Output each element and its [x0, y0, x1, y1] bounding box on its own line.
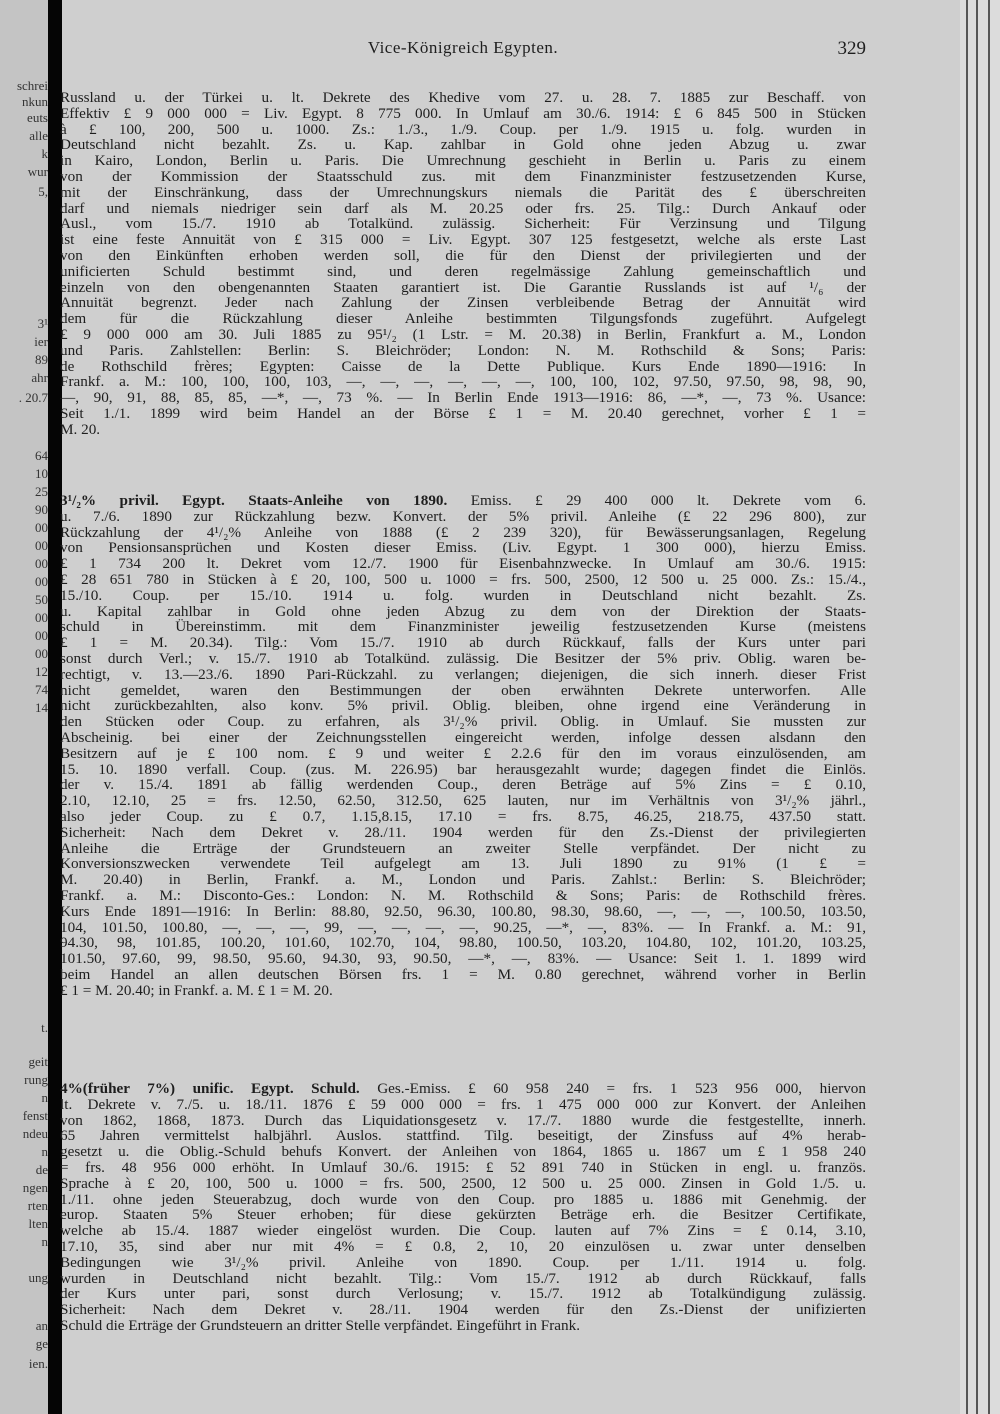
text-line: —, 90, 91, 88, 85, 85, —*, —, 73 %. — In Berlin Ende 1913—1916: 86, —*, —, 73 %. Usance: [60, 390, 866, 406]
text-line: nicht gemeldet, waren den Bestimmungen der oben erwähnten Dekrete unterworfen. Alle [60, 682, 866, 699]
text-line: ist eine feste Annuität von £ 315 000 = Liv. Egypt. 307 125 festgesetzt, welche als erste Last [60, 232, 866, 248]
text-line: = frs. 48 956 000 erhöht. In Umlauf 30./6. 1915: £ 52 891 740 in Stücken in engl. u. französ. [60, 1159, 866, 1176]
text-line: £ 28 651 780 in Stücken à £ 20, 100, 500 u. 1000 = frs. 500, 2500, 12 500 u. 25 000. Zs.: 15./4., [60, 571, 866, 588]
left-page-fragment: nkun [22, 94, 48, 109]
text-line: wurden in Deutschland nicht bezahlt. Tilg.: Vom 15./7. 1912 ab durch Rückkauf, falls [60, 1270, 866, 1287]
text-line: £ 9 000 000 am 30. Juli 1885 zu 95¹/₂ (1 Lstr. = M. 20.38) in Berlin, Frankfurt a. M., London [60, 326, 866, 343]
left-page-fragment: 12 [35, 664, 48, 679]
text-line: und Paris. Zahlstellen: Berlin: S. Bleichröder; London: N. M. Rothschild & Sons; Paris: [60, 342, 866, 359]
text-line: europ. Staaten 5% Steuer erhoben; für diese gekürzten Beträge erh. die Besitzer Certifikate, [60, 1207, 866, 1224]
text-line: Sicherheit: Nach dem Dekret v. 28./11. 1904 werden für den Zs.-Dienst der unifizierten [60, 1302, 866, 1318]
text-line: von der Kommission der Staatsschuld zus. mit dem Finanzminister festzusetzenden Kurse, [60, 168, 866, 185]
left-page-fragment: 5, [38, 184, 48, 199]
left-page-fragment: fenst [22, 1108, 48, 1123]
left-page-fragment: k [41, 146, 48, 161]
text-line [60, 493, 866, 509]
left-page-fragment: schrei [16, 78, 48, 93]
text-line: sonst durch Verl.; v. 15./7. 1910 ab Totalkünd. zulässig. Die Besitzer der 5% priv. Oblig. waren be- [60, 650, 866, 667]
left-page-fragment: . 20.7 [18, 390, 48, 405]
left-page-fragment: 00 [35, 520, 48, 535]
left-page-fragment: 14 [35, 700, 48, 715]
left-page-fragment: an [35, 1318, 48, 1333]
text-line: de Rothschild frères; Egypten: Caisse de la Dette Publique. Kurs Ende 1890—1916: In [60, 358, 866, 375]
text-line [60, 1081, 866, 1097]
text-line: M. 20. [60, 421, 101, 438]
text-line: rechtigt, v. 13.—23./6. 1890 Pari-Rückzahl. zu verlangen; diejenigen, die sich innerh. dieser Frist [60, 666, 866, 683]
left-page-fragment: 10 [35, 466, 48, 481]
text-line: einzeln von den obengenannten Staaten garantiert ist. Die Garantie Russlands ist auf ¹/₆ der [60, 279, 866, 296]
left-page-fragment: n [41, 1090, 48, 1105]
text-line: mit der Einschränkung, dass der Umrechnungskurs niemals die Parität des £ überschreiten [60, 184, 866, 201]
text-line: welche ab 15./4. 1887 wieder eingelöst wurden. Die Coup. lauten auf 7% Zins = £ 0.14, 3.10, [60, 1223, 866, 1239]
text-line: Kurs Ende 1891—1916: In Berlin: 88.80, 92.50, 96.30, 100.80, 98.30, 98.60, —, —, —, 100.50, 103.50, [60, 903, 866, 920]
text-line: unificierten Schuld bestimmt sind, und deren regelmässige Zahlung gemeinschaftlich und [60, 263, 866, 280]
text-line: £ 1 734 200 lt. Dekret vom 12./7. 1900 für Eisenbahnzwecke. In Umlauf am 30./6. 1915: [60, 556, 866, 572]
text-line: schuld in Übereinstimm. mit dem Finanzminister jeweilig festzusetzenden Kurse (meistens [60, 619, 866, 636]
left-page-fragment: rung [24, 1072, 48, 1087]
text-line: 1./11. ohne jeden Steuerabzug, doch wurde von den Coup. pro 1885 u. 1886 mit Genehmig. der [60, 1191, 866, 1208]
text-line: Deutschland nicht bezahlt. Zs. u. Kap. zahlbar in Gold ohne jeden Abzug u. zwar [60, 137, 866, 154]
paragraph-unified-debt [60, 1081, 866, 1334]
text-line: u. Kapital zahlbar in Gold ohne jeden Abzug zu dem von der Direktion der Staats- [60, 603, 866, 620]
section-heading: 3¹/₂% privil. Egypt. Staats-Anleihe von 1890. [60, 493, 448, 509]
text-line: 15./10. Coup. per 15./10. 1914 u. folg. wurden in Deutschland nicht bezahlt. Zs. [60, 587, 866, 604]
left-page-fragment: alle [29, 128, 48, 143]
text-line: Annuität begrenzt. Jeder nach Zahlung der Zinsen verbleibende Betrag der Annuität wird [60, 295, 866, 312]
running-header [60, 38, 866, 70]
left-page-fragment: ier [34, 334, 48, 349]
text-line: 17.10, 35, sind aber nur mit 4% = £ 0.8, 2, 10, 20 einzulösen u. zwar unter denselben [60, 1238, 866, 1255]
text-line: Ausl., vom 15./7. 1910 ab Totalkünd. zulässig. Sicherheit: Für Verzinsung und Tilgung [60, 216, 866, 233]
left-page-fragment: 25 [35, 484, 48, 499]
left-page-fragment: 00 [35, 574, 48, 589]
left-page-fragment: ung [28, 1270, 48, 1285]
text-line: Abscheinig. bei einer der Zeichnungsstellen eingereicht werden, infolge dessen alsdann den [60, 729, 866, 746]
text-line: der v. 15./4. 1891 ab fällig werdenden Coup., deren Beträge auf 5% Zins = £ 0.10, [60, 777, 866, 794]
left-page-fragment: 00 [35, 646, 48, 661]
paragraph-russian-guaranteed-loan [60, 90, 866, 438]
left-page-fragment: 74 [35, 682, 48, 697]
section-heading: 4%(früher 7%) unific. Egypt. Schuld. [60, 1081, 360, 1097]
page-number: 329 [837, 38, 866, 59]
left-page-fragment: ien. [28, 1356, 48, 1371]
page-content [60, 38, 866, 1334]
text-line: Frankf. a. M.: 100, 100, 100, 103, —, —, —, —, —, —, 100, 100, 102, 97.50, 97.50, 98, 98, 90, [60, 374, 866, 391]
left-page-fragment: 00 [35, 538, 48, 553]
left-page-fragment: ge [35, 1336, 48, 1351]
text-line: 2.10, 12.10, 25 = frs. 12.50, 62.50, 312.50, 625 lauten, nur im Verhältnis von 3¹/₂% jährl., [60, 793, 866, 809]
adjacent-left-page [0, 0, 48, 1414]
left-page-fragment: 00 [35, 628, 48, 643]
left-page-fragment: n [41, 1234, 48, 1249]
text-line: von 1862, 1868, 1873. Durch das Liquidationsgesetz v. 17./7. 1880 wurde die festgestellte, innerh. [60, 1112, 866, 1129]
left-page-fragment: n [41, 1144, 48, 1159]
text-line: in Kairo, London, Berlin u. Paris. Die Umrechnung geschieht in Berlin u. Paris zu einem [60, 153, 866, 169]
left-page-fragment: t. [41, 1020, 48, 1035]
text-line: Rückzahlung der 4¹/₂% Anleihe von 1888 (£ 2 239 320), für Bewässerungsanlagen, Regelung [60, 524, 866, 541]
left-page-fragment: 3¹ [37, 316, 48, 331]
line-text: Ges.-Emiss. £ 60 958 240 = frs. 1 523 956 000, hiervon [359, 1081, 866, 1097]
text-line: 101.50, 97.60, 99, 98.50, 95.60, 94.30, 93, 90.50, —*, —, 83%. — Usance: Seit 1. 1. 1899 wird [60, 951, 866, 967]
page-edge-line [976, 0, 978, 1414]
text-line: Seit 1./1. 1899 wird beim Handel an der Börse £ 1 = M. 20.40 gerechnet, vorher £ 1 = [60, 405, 866, 422]
text-line: gesetzt u. die Oblig.-Schuld behufs Konvert. der Anleihen von 1864, 1865 u. 1867 um £ 1 958 240 [60, 1144, 866, 1160]
left-page-fragment: geit [28, 1054, 48, 1069]
text-line: 65 Jahren vermittelst halbjährl. Auslos. stattfind. Tilg. beseitigt, der Zinsfuss auf 4% herab- [60, 1128, 866, 1145]
text-line: Schuld die Erträge der Grundsteuern an dritter Stelle verpfändet. Eingeführt in Frank. [60, 1317, 581, 1334]
text-line: £ 1 = M. 20.40; in Frankf. a. M. £ 1 = M. 20. [60, 982, 333, 999]
left-page-fragment: 90 [35, 502, 48, 517]
text-line: à £ 100, 200, 500 u. 1000. Zs.: 1./3., 1./9. Coup. per 1./9. 1915 u. folg. wurden in [60, 121, 866, 138]
text-line: Konversionszwecken verwendete Teil aufgelegt am 13. Juli 1890 zu 91% (1 £ = [60, 856, 866, 873]
text-line: Sicherheit: Nach dem Dekret v. 28./11. 1904 werden für den Zs.-Dienst der privilegierten [60, 824, 866, 841]
left-page-fragment: 00 [35, 556, 48, 571]
text-line: 94.30, 98, 101.85, 100.20, 101.60, 102.70, 104, 98.80, 100.50, 103.20, 104.80, 102, 101.20, 103.25, [60, 935, 866, 952]
text-line: Anleihe die Erträge der Grundsteuern an zweiter Stelle verpfändet. Der nicht zu [60, 840, 866, 857]
text-line: also jeder Coup. zu £ 0.7, 1.15,8.15, 17.10 = frs. 8.75, 46.25, 218.75, 437.50 statt. [60, 808, 866, 825]
left-page-fragment: 89 [35, 352, 48, 367]
text-line: von den Einkünften erhoben werden soll, die für den Dienst der privilegierten und der [60, 247, 866, 264]
text-line: den Stücken oder Coup. zu erfahren, als 3¹/₂% privil. Oblig. in Umlauf. Sie mussten zur [60, 714, 866, 730]
left-page-fragment: lten [28, 1216, 48, 1231]
page-edge-line [988, 0, 990, 1414]
text-line: lt. Dekrete v. 7./5. u. 18./11. 1876 £ 59 000 000 = frs. 1 475 000 000 zur Konvert. der Anleihen [60, 1096, 866, 1113]
text-line: £ 1 = M. 20.34). Tilg.: Vom 15./7. 1910 ab durch Rückkauf, falls der Kurs unter pari [60, 635, 866, 651]
text-line: Effektiv £ 9 000 000 = Liv. Egypt. 8 775 000. In Umlauf am 30./6. 1914: £ 6 845 500 in Stücken [60, 105, 866, 122]
left-page-fragment: ngen [22, 1180, 48, 1195]
text-line: beim Handel an allen deutschen Börsen frs. 1 = M. 0.80 gerechnet, während vorher in Berlin [60, 966, 866, 983]
left-page-fragment: euts [27, 110, 48, 125]
text-line: u. 7./6. 1890 zur Rückzahlung bezw. Konvert. der 5% privil. Anleihe (£ 22 296 800), zur [60, 508, 866, 525]
text-line: Besitzern auf je £ 100 nom. £ 9 und weiter £ 2.2.6 für den im voraus einzulösenden, am [60, 745, 866, 762]
text-line: Frankf. a. M.: Disconto-Ges.: London: N. M. Rothschild & Sons; Paris: de Rothschild frères. [60, 887, 866, 904]
text-line: 15. 10. 1890 verfall. Coup. (zus. M. 226.95) bar herausgezahlt wurde; dagegen findet die Einlös. [60, 761, 866, 778]
page-edge-line [966, 0, 968, 1414]
text-line: Bedingungen wie 3¹/₂% privil. Anleihe von 1890. Coup. per 1./11. 1914 u. folg. [60, 1254, 866, 1271]
paragraph-privileged-loan-1890 [60, 493, 866, 999]
text-line: Russland u. der Türkei u. lt. Dekrete des Khedive vom 27. u. 28. 7. 1885 zur Beschaff. von [60, 90, 866, 106]
right-page-edge [960, 0, 1000, 1414]
left-page-fragment: 00 [35, 610, 48, 625]
text-line: M. 20.40) in Berlin, Frankf. a. M., London und Paris. Zahlst.: Berlin: S. Bleichröder; [60, 872, 866, 888]
left-page-fragment: wur [27, 164, 48, 179]
left-page-fragment: de [35, 1162, 48, 1177]
text-line: nicht zurückbezahlten, also konv. 5% privil. Oblig. bleiben, ohne irgend eine Veränderung in [60, 698, 866, 715]
text-line: Sprache à £ 20, 100, 500 u. 1000 = frs. 500, 2500, 12 500 u. 25 000. Zinsen in Gold 1./5. u. [60, 1175, 866, 1192]
page-title: Vice-Königreich Egypten. [367, 38, 559, 57]
text-line: darf und niemals niedriger sein darf als M. 20.25 oder frs. 25. Tilg.: Durch Ankauf oder [60, 200, 866, 217]
left-page-fragment: 64 [35, 448, 48, 463]
line-text: Emiss. £ 29 400 000 lt. Dekrete vom 6. [447, 493, 866, 509]
left-page-fragment: ndeu [22, 1126, 48, 1141]
left-page-fragment: ahr [31, 370, 48, 385]
left-page-fragment: 50 [35, 592, 48, 607]
text-line: der Kurs unter pari, sonst durch Verlosung; v. 15./7. 1912 ab Totalkündigung zulässig. [60, 1286, 866, 1303]
text-line: von Pensionsansprüchen und Kosten dieser Emiss. (Liv. Egypt. 1 300 000), hierzu Emiss. [60, 540, 866, 557]
text-line: dem für die Rückzahlung dieser Anleihe bestimmten Tilgungsfonds zugeführt. Aufgelegt [60, 311, 866, 327]
text-line: 104, 101.50, 100.80, —, —, —, 99, —, —, —, —, 90.25, —*, —, 83%. — In Frankf. a. M.: 91, [60, 919, 866, 936]
left-page-fragment: rten [27, 1198, 48, 1213]
